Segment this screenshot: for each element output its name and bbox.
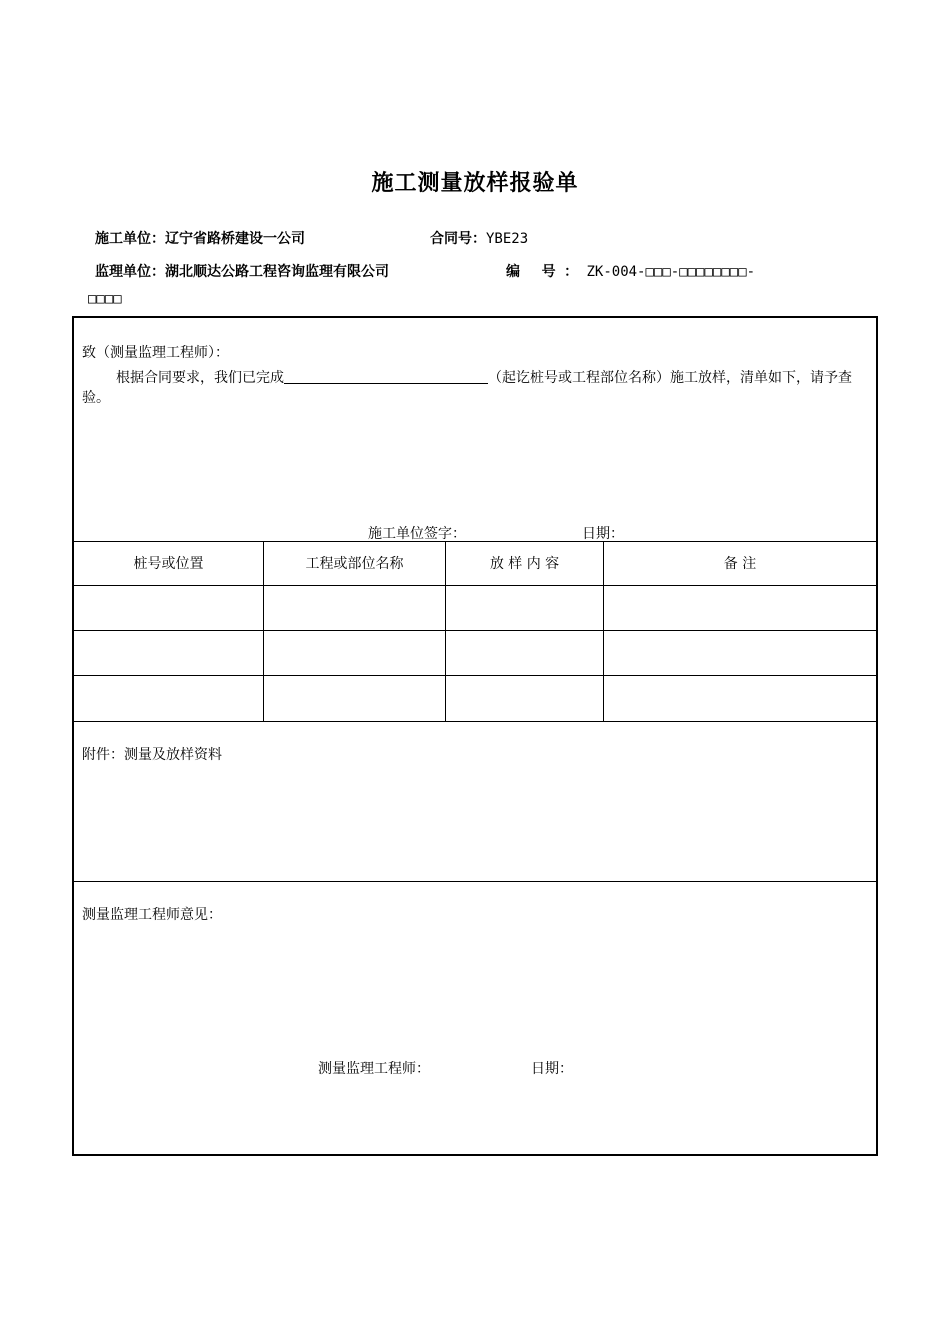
column-header-station: 桩号或位置	[133, 556, 204, 572]
request-text-before: 根据合同要求，我们已完成	[116, 370, 284, 386]
contract-number	[430, 228, 528, 248]
serial-number-continuation	[88, 291, 122, 307]
document-title: 施工测量放样报验单	[371, 171, 579, 196]
attachment-section	[74, 722, 876, 881]
contract-number-value: YBE23	[486, 231, 529, 247]
supervisor-unit	[95, 261, 389, 281]
attachment-label: 附件：测量及放样资料	[82, 747, 222, 763]
serial-number	[506, 261, 755, 281]
contractor-unit	[95, 228, 305, 248]
column-header-work-part: 工程或部位名称	[305, 556, 404, 572]
contractor-unit-label: 施工单位：辽宁省路桥建设一公司	[95, 231, 305, 247]
request-paragraph	[82, 368, 872, 408]
table-cell[interactable]	[446, 586, 603, 630]
table-cell[interactable]	[604, 676, 876, 720]
table-cell[interactable]	[604, 586, 876, 630]
table-cell[interactable]	[74, 586, 263, 630]
table-cell[interactable]	[74, 676, 263, 720]
table-cell[interactable]	[74, 631, 263, 675]
contractor-signature-label: 施工单位签字：	[368, 526, 466, 542]
form-frame	[72, 316, 878, 1156]
addressee-line: 致（测量监理工程师）：	[82, 345, 229, 361]
engineer-date-label: 日期：	[531, 1061, 573, 1077]
column-header-remarks: 备 注	[723, 556, 757, 572]
contractor-date-label: 日期：	[582, 526, 624, 542]
engineer-signature-label: 测量监理工程师：	[318, 1061, 430, 1077]
request-text-after: （起讫桩号或工程部位名称）施工放样，清单如下，请予查验。	[82, 370, 852, 406]
table-cell[interactable]	[264, 631, 445, 675]
opinion-label: 测量监理工程师意见：	[82, 907, 222, 923]
serial-number-label: 编 号：	[506, 264, 587, 280]
station-blank-field[interactable]	[284, 368, 488, 384]
table-cell[interactable]	[264, 676, 445, 720]
supervisor-unit-label: 监理单位：湖北顺达公路工程咨询监理有限公司	[95, 264, 389, 280]
table-cell[interactable]	[264, 586, 445, 630]
opinion-section	[74, 882, 876, 1154]
serial-number-value-line1: ZK-004-□□□-□□□□□□□□-	[586, 264, 756, 280]
serial-number-value-line2: □□□□	[88, 291, 122, 307]
table-cell[interactable]	[446, 676, 603, 720]
contract-number-label: 合同号：	[430, 231, 486, 247]
table-cell[interactable]	[446, 631, 603, 675]
table-cell[interactable]	[604, 631, 876, 675]
column-header-layout-content: 放 样 内 容	[489, 556, 560, 572]
request-section	[74, 318, 876, 541]
